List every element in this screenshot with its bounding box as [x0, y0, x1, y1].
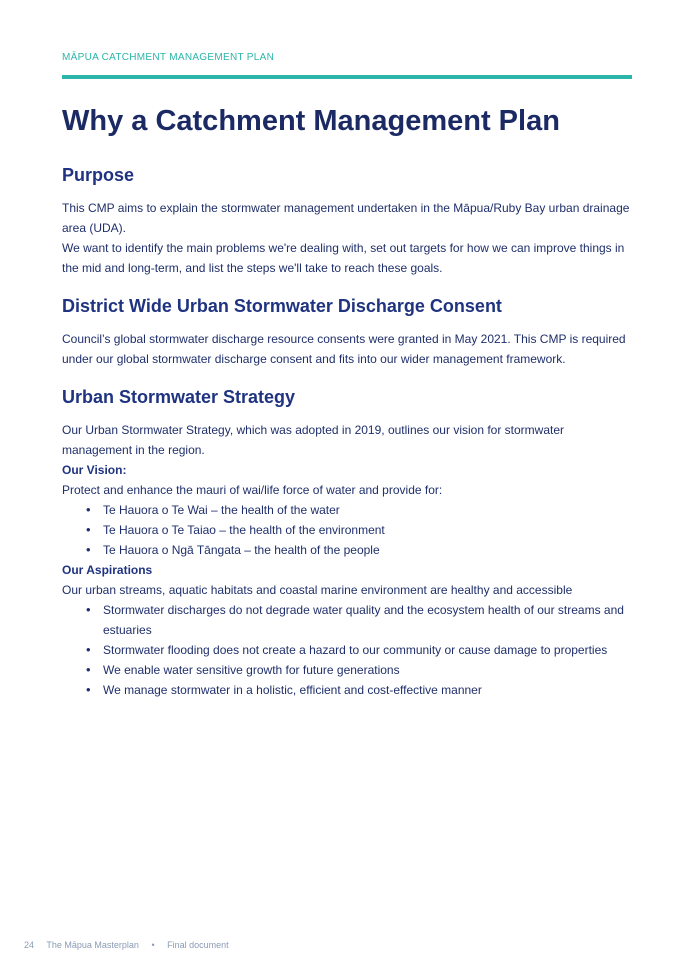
vision-item: • Te Hauora o Ngā Tāngata – the health of the people	[62, 540, 634, 560]
purpose-paragraph-2: We want to identify the main problems we're dealing with, set out targets for how we can improve things in the mid and long-term, and list the steps we'll take to reach these goals.	[62, 241, 625, 275]
aspiration-item: • Stormwater flooding does not create a hazard to our community or cause damage to properties	[62, 640, 634, 660]
vision-intro: Protect and enhance the mauri of wai/life force of water and provide for:	[62, 483, 443, 497]
aspiration-item: • Stormwater discharges do not degrade water quality and the ecosystem health of our streams and estuaries	[62, 600, 634, 640]
purpose-paragraph-1: This CMP aims to explain the stormwater management undertaken in the Māpua/Ruby Bay urban drainage area (UDA).	[62, 201, 630, 235]
strategy-paragraph: Our Urban Stormwater Strategy, which was adopted in 2019, outlines our vision for stormwater management in the region.	[62, 423, 565, 457]
vision-label: Our Vision:	[62, 463, 127, 477]
page-content	[62, 100, 634, 715]
purpose-heading: Purpose	[62, 165, 135, 185]
aspirations-label: Our Aspirations	[62, 563, 153, 577]
vision-list	[62, 500, 634, 560]
aspiration-item: • We enable water sensitive growth for future generations	[62, 660, 634, 680]
page-number: 24	[24, 940, 35, 950]
consent-section	[62, 293, 634, 369]
page-title: Why a Catchment Management Plan	[62, 105, 560, 137]
aspirations-list	[62, 600, 634, 700]
aspirations-intro: Our urban streams, aquatic habitats and coastal marine environment are healthy and accessible	[62, 583, 573, 597]
strategy-section	[62, 384, 634, 700]
running-header: MĀPUA CATCHMENT MANAGEMENT PLAN	[62, 52, 275, 63]
footer-status: Final document	[167, 940, 229, 950]
strategy-heading: Urban Stormwater Strategy	[62, 387, 296, 407]
vision-item: • Te Hauora o Te Wai – the health of the water	[62, 500, 634, 520]
footer-separator: •	[151, 940, 155, 950]
footer-doc-title: The Māpua Masterplan	[46, 940, 139, 950]
consent-paragraph: Council’s global stormwater discharge resource consents were granted in May 2021. This CMP is required under our global stormwater discharge consent and fits into our wider management framework.	[62, 332, 626, 366]
vision-item: • Te Hauora o Te Taiao – the health of the environment	[62, 520, 634, 540]
consent-heading: District Wide Urban Stormwater Discharge Consent	[62, 296, 502, 316]
purpose-section	[62, 162, 634, 278]
page-footer	[24, 940, 239, 950]
aspiration-item: • We manage stormwater in a holistic, efficient and cost-effective manner	[62, 680, 634, 700]
header-rule	[62, 75, 632, 79]
